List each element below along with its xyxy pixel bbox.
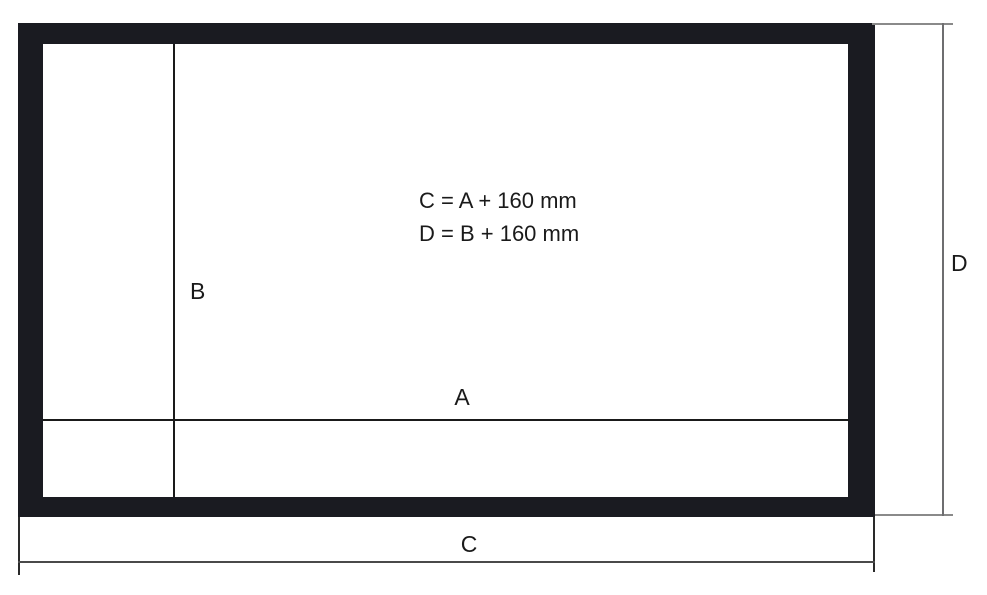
formula-block	[419, 184, 579, 250]
label-a: A	[454, 384, 470, 410]
dimension-c-tick-right	[873, 517, 875, 572]
dimension-d-extension-top	[872, 23, 953, 25]
label-c: C	[460, 531, 478, 557]
dimension-d-line	[942, 23, 944, 516]
formula-d: D = B + 160 mm	[419, 221, 580, 246]
dimension-b-line	[173, 44, 175, 497]
dimension-c-line	[18, 561, 875, 563]
label-b: B	[190, 278, 206, 304]
dimension-a-line	[43, 419, 849, 421]
formula-c: C = A + 160 mm	[419, 188, 577, 213]
dimension-c-tick-left	[18, 517, 20, 575]
screen-frame	[18, 23, 875, 517]
label-d: D	[951, 250, 968, 276]
